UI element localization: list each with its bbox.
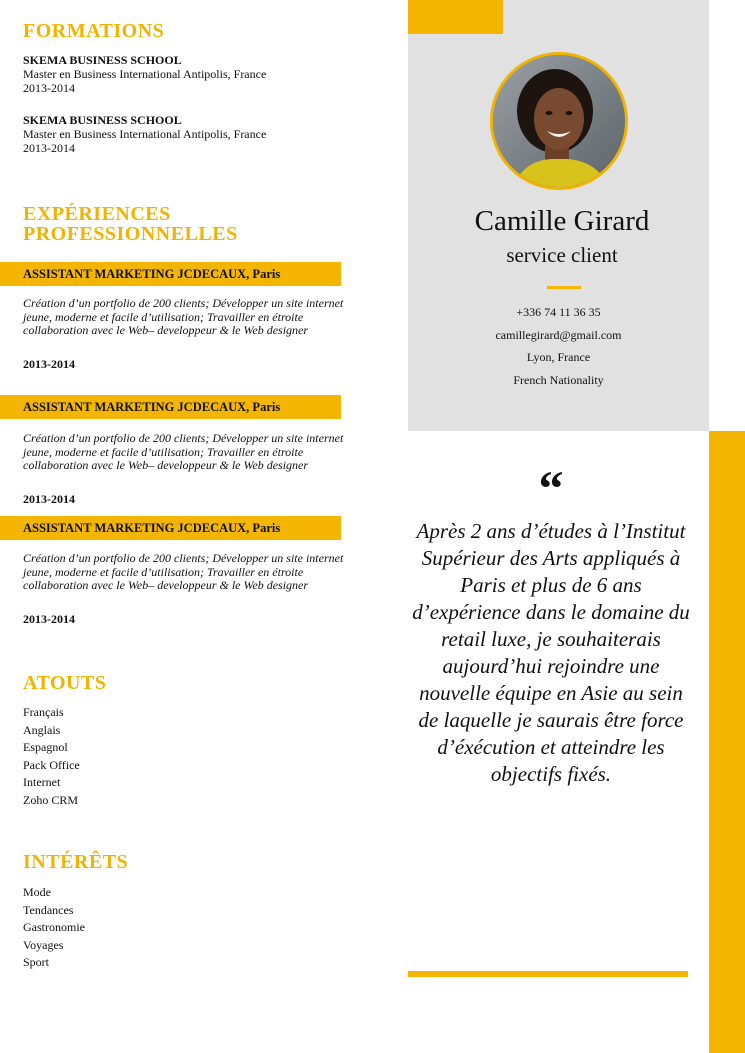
- list-item: Internet: [23, 775, 61, 790]
- job-title: ASSISTANT MARKETING JCDECAUX, Paris: [23, 521, 281, 535]
- experiences-heading: [23, 204, 238, 244]
- list-item: Français: [23, 705, 64, 719]
- name-divider: [547, 286, 581, 289]
- formation-degree: Master en Business International Antipolis, France: [23, 67, 267, 81]
- job-description: Création d’un portfolio de 200 clients; Développer un site internet jeune, moderne et facile d’utilisation; Travailler en étroite collaboration avec le Web– developpeur & le Web designer: [23, 296, 344, 337]
- job-title: ASSISTANT MARKETING JCDECAUX, Paris: [23, 267, 281, 281]
- formation-degree: Master en Business International Antipolis, France: [23, 127, 267, 141]
- job-title: ASSISTANT MARKETING JCDECAUX, Paris: [23, 400, 281, 414]
- formation-entry: [23, 53, 363, 95]
- accent-bar-right: [709, 431, 745, 1053]
- experiences-heading-line2: PROFESSIONNELLES: [23, 223, 238, 245]
- list-item: Voyages: [23, 937, 64, 952]
- job-description: Création d’un portfolio de 200 clients; Développer un site internet jeune, moderne et facile d’utilisation; Travailler en étroite collaboration avec le Web– developpeur & le Web designer: [23, 551, 344, 592]
- job-title-bar: [0, 395, 341, 419]
- list-item: Gastronomie: [23, 920, 85, 935]
- list-item: Anglais: [23, 722, 61, 737]
- contact-phone: +336 74 11 36 35: [516, 305, 601, 319]
- portrait-illustration: [493, 55, 625, 187]
- list-item: Tendances: [23, 902, 74, 917]
- interets-list: [23, 884, 85, 972]
- job-years: 2013-2014: [23, 612, 75, 626]
- formation-years: 2013-2014: [23, 141, 75, 155]
- interets-heading: INTÉRÊTS: [23, 851, 129, 873]
- formation-years: 2013-2014: [23, 81, 75, 95]
- contact-email: camillegirard@gmail.com: [495, 328, 622, 342]
- profile-name: Camille Girard: [474, 205, 650, 237]
- quote-mark-icon: “: [538, 460, 564, 516]
- job-years: 2013-2014: [23, 492, 75, 506]
- atouts-list: [23, 704, 80, 810]
- list-item: Zoho CRM: [23, 792, 79, 807]
- job-description: Création d’un portfolio de 200 clients; Développer un site internet jeune, moderne et facile d’utilisation; Travailler en étroite collaboration avec le Web– developpeur & le Web designer: [23, 431, 344, 472]
- formation-entry: [23, 113, 363, 155]
- formation-school: SKEMA BUSINESS SCHOOL: [23, 53, 182, 67]
- atouts-heading: ATOUTS: [23, 672, 107, 694]
- experiences-heading-line1: EXPÉRIENCES: [23, 203, 171, 225]
- list-item: Pack Office: [23, 757, 80, 772]
- job-years: 2013-2014: [23, 357, 75, 371]
- profile-role: service client: [506, 243, 618, 267]
- quote-underline: [408, 971, 688, 977]
- formation-school: SKEMA BUSINESS SCHOOL: [23, 113, 182, 127]
- contact-location: Lyon, France: [526, 350, 591, 364]
- formations-heading: FORMATIONS: [23, 20, 165, 42]
- list-item: Mode: [23, 885, 51, 899]
- list-item: Sport: [23, 955, 50, 970]
- profile-photo: [490, 52, 628, 190]
- list-item: Espagnol: [23, 740, 68, 755]
- job-title-bar: [0, 262, 341, 286]
- quote-text: Après 2 ans d’études à l’Institut Supérieur des Arts appliqués à Paris et plus de 6 ans d’expérience dans le domaine du retail luxe, je souhaiterais aujourd’hui rejoindre une nouvelle équipe en Asie au sein de laquelle je saurais être force d’éxécution et atteindre les objectifs fixés.: [412, 519, 690, 786]
- job-title-bar: [0, 516, 341, 540]
- contact-nationality: French Nationality: [513, 373, 604, 387]
- accent-block-top: [408, 0, 503, 34]
